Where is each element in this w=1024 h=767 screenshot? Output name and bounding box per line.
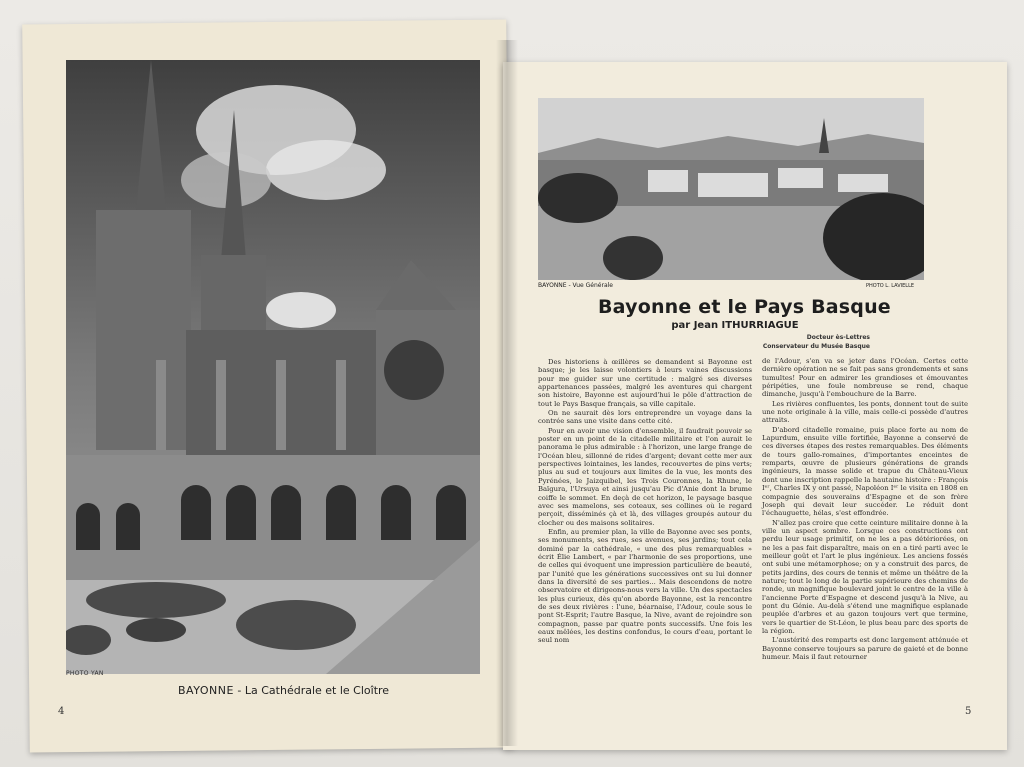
city-photo-credit: PHOTO L. LAVIELLE bbox=[866, 283, 915, 289]
text-column-1 bbox=[538, 358, 752, 646]
author-credentials bbox=[720, 333, 870, 351]
caption-text: - La Cathédrale et le Cloître bbox=[233, 684, 390, 697]
article-byline: par Jean ITHURRIAGUE bbox=[671, 320, 799, 331]
paragraph: Les rivières confluentes, les ponts, donnent tout de suite une note originale à la ville, mais celle-ci possède d'autres attraits. bbox=[762, 399, 968, 425]
paragraph: D'abord citadelle romaine, puis place forte au nom de Lapurdum, ensuite ville fortifiée, Bayonne a conservé de ces diverses étapes des restes remarquables. Des éléments de tours gallo-romaines, d'importantes enceintes de remparts, œuvre de plusieurs générations de grands ingénieurs, la masse solide et trapue du Château-Vieux dont une inscription rappelle la hautaine histoire : François Iᵉʳ, Charles IX y ont passé, Napoléon Iᵉʳ le visita en 1808 en compagnie des souverains d'Espagne et de son frère Joseph qui devait leur succéder. Le réduit dont l'échauguette, hélas, s'est effondrée. bbox=[762, 425, 968, 518]
paragraph: Enfin, au premier plan, la ville de Bayonne avec ses ponts, ses monuments, ses rues, ses avenues, ses jardins; tout cela dominé par la cathédrale, « une des plus remarquables » écrit Élie Lambert, « par l'harmonie de ses proportions, une de celles qui évoquent une impression particulière de beauté, par l'unité que les générations successives ont su lui donner dans la diversité de ses parties... Mais descendons de notre observatoire et dirigeons-nous vers la ville. Un des spectacles les plus curieux, dès qu'on aborde Bayonne, est la rencontre de ses deux rivières : l'une, béarnaise, l'Adour, coule sous le pont St-Esprit; l'autre Basque, la Nive, avant de rejoindre son compagnon, passe par quatre ponts successifs. Une fois les eaux mêlées, les destins confondus, le cours d'eau, portant le seul nom bbox=[538, 527, 752, 645]
city-view-photo bbox=[538, 98, 924, 280]
paragraph: Des historiens à œillères se demandent si Bayonne est basque; je les laisse volontiers à leurs vaines discussions pour me guider sur une certitude : malgré ses diverses appartenances passées, malgré les aventures qui chargent son histoire, Bayonne est aujourd'hui le pôle d'attraction de tout le Pays Basque français, sa ville capitale. bbox=[538, 358, 752, 408]
paragraph: de l'Adour, s'en va se jeter dans l'Océan. Certes cette dernière opération ne se fait pas sans grondements et sans tumultes! Pour en admirer les grandioses et émouvantes péripéties, une foule nombreuse se rend, chaque dimanche, jusqu'à l'embouchure de la Barre. bbox=[762, 357, 968, 399]
paragraph: Pour en avoir une vision d'ensemble, il faudrait pouvoir se poster en un point de la citadelle militaire et l'on aurait le panorama le plus admirable : à l'horizon, une large frange de l'Océan bleu, sillonné de rides d'argent; devant cette mer aux perspectives lointaines, les landes, recouvertes de pins verts; plus au sud et toujours aux limites de la vue, les monts des Pyrénées, le Jaizquibel, les Trois Couronnes, la Rhune, le Baïgura, l'Ursuya et ainsi jusqu'au Pic d'Anie dont la brume coiffe le sommet. En deçà de cet horizon, le paysage basque avec ses mamelons, ses coteaux, ses collines où le regard perçoit, disséminés çà et là, des villages groupés autour du clocher ou des maisons solitaires. bbox=[538, 426, 752, 527]
book-gutter bbox=[496, 40, 518, 746]
caption-city: BAYONNE bbox=[178, 684, 234, 697]
cathedral-photo bbox=[66, 60, 480, 674]
photo-caption bbox=[178, 684, 389, 697]
paragraph: N'allez pas croire que cette ceinture militaire donne à la ville un aspect sombre. Lorsque ces constructions ont perdu leur usage primitif, on ne les a pas détériorées, on ne les a pas fait disparaître, mais on en a tiré parti avec le meilleur goût et l'art le plus ingénieux. Les anciens fossés ont subi une métamorphose; on y a construit des parcs, de petits jardins, des cours de tennis et même un théâtre de la nature; tout le long de la partie supérieure des chemins de ronde, un magnifique boulevard joint le centre de la ville à l'ancienne Porte d'Espagne et descend jusqu'à la Nive, au pont du Génie. Au-delà s'étend une magnifique esplanade peuplée d'arbres et au gazon toujours vert que termine, vers le quartier de St-Léon, le plus beau parc des sports de la région. bbox=[762, 518, 968, 635]
author-position: Conservateur du Musée Basque bbox=[762, 343, 870, 350]
article-title: Bayonne et le Pays Basque bbox=[598, 296, 891, 318]
paragraph: On ne saurait dès lors entreprendre un voyage dans la contrée sans une visite dans cette cité. bbox=[538, 409, 752, 426]
city-photo-caption: BAYONNE - Vue Générale bbox=[538, 282, 613, 289]
page-number-left: 4 bbox=[58, 706, 65, 717]
page-number-right: 5 bbox=[965, 706, 972, 717]
author-degree: Docteur ès-Lettres bbox=[806, 334, 870, 341]
paragraph: L'austérité des remparts est donc largement atténuée et Bayonne conserve toujours sa parure de gaieté et de bonne humeur. Mais il faut retourner bbox=[762, 636, 968, 662]
photo-credit: PHOTO YAN bbox=[66, 670, 104, 677]
text-column-2 bbox=[762, 357, 968, 662]
